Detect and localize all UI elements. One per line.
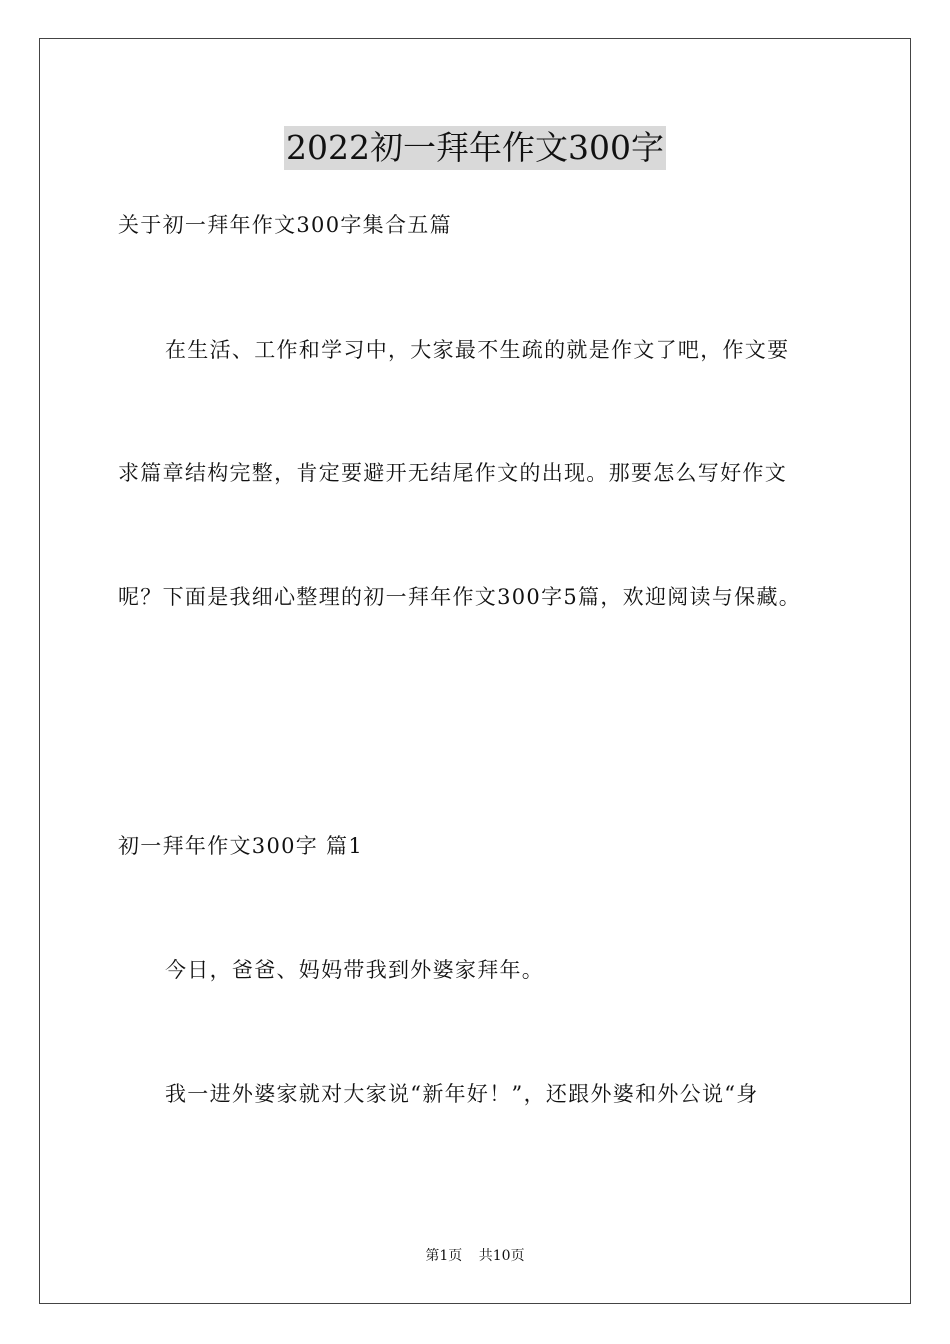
intro-line: 求篇章结构完整，肯定要避开无结尾作文的出现。那要怎么写好作文 bbox=[118, 461, 787, 485]
page-number-current: 第1页 bbox=[425, 1248, 463, 1264]
section-heading: 初一拜年作文300字 篇1 bbox=[118, 834, 364, 858]
intro-line: 呢？下面是我细心整理的初一拜年作文300字5篇，欢迎阅读与保藏。 bbox=[118, 585, 802, 609]
page-footer bbox=[0, 1246, 950, 1266]
title-container bbox=[0, 126, 950, 170]
document-title: 2022初一拜年作文300字 bbox=[284, 126, 666, 170]
page-number-total: 共10页 bbox=[478, 1248, 525, 1264]
intro-line: 在生活、工作和学习中，大家最不生疏的就是作文了吧，作文要 bbox=[165, 338, 790, 362]
document-subtitle: 关于初一拜年作文300字集合五篇 bbox=[118, 213, 452, 237]
body-line: 今日，爸爸、妈妈带我到外婆家拜年。 bbox=[165, 958, 545, 982]
body-line: 我一进外婆家就对大家说“新年好！”，还跟外婆和外公说“身 bbox=[165, 1082, 759, 1106]
